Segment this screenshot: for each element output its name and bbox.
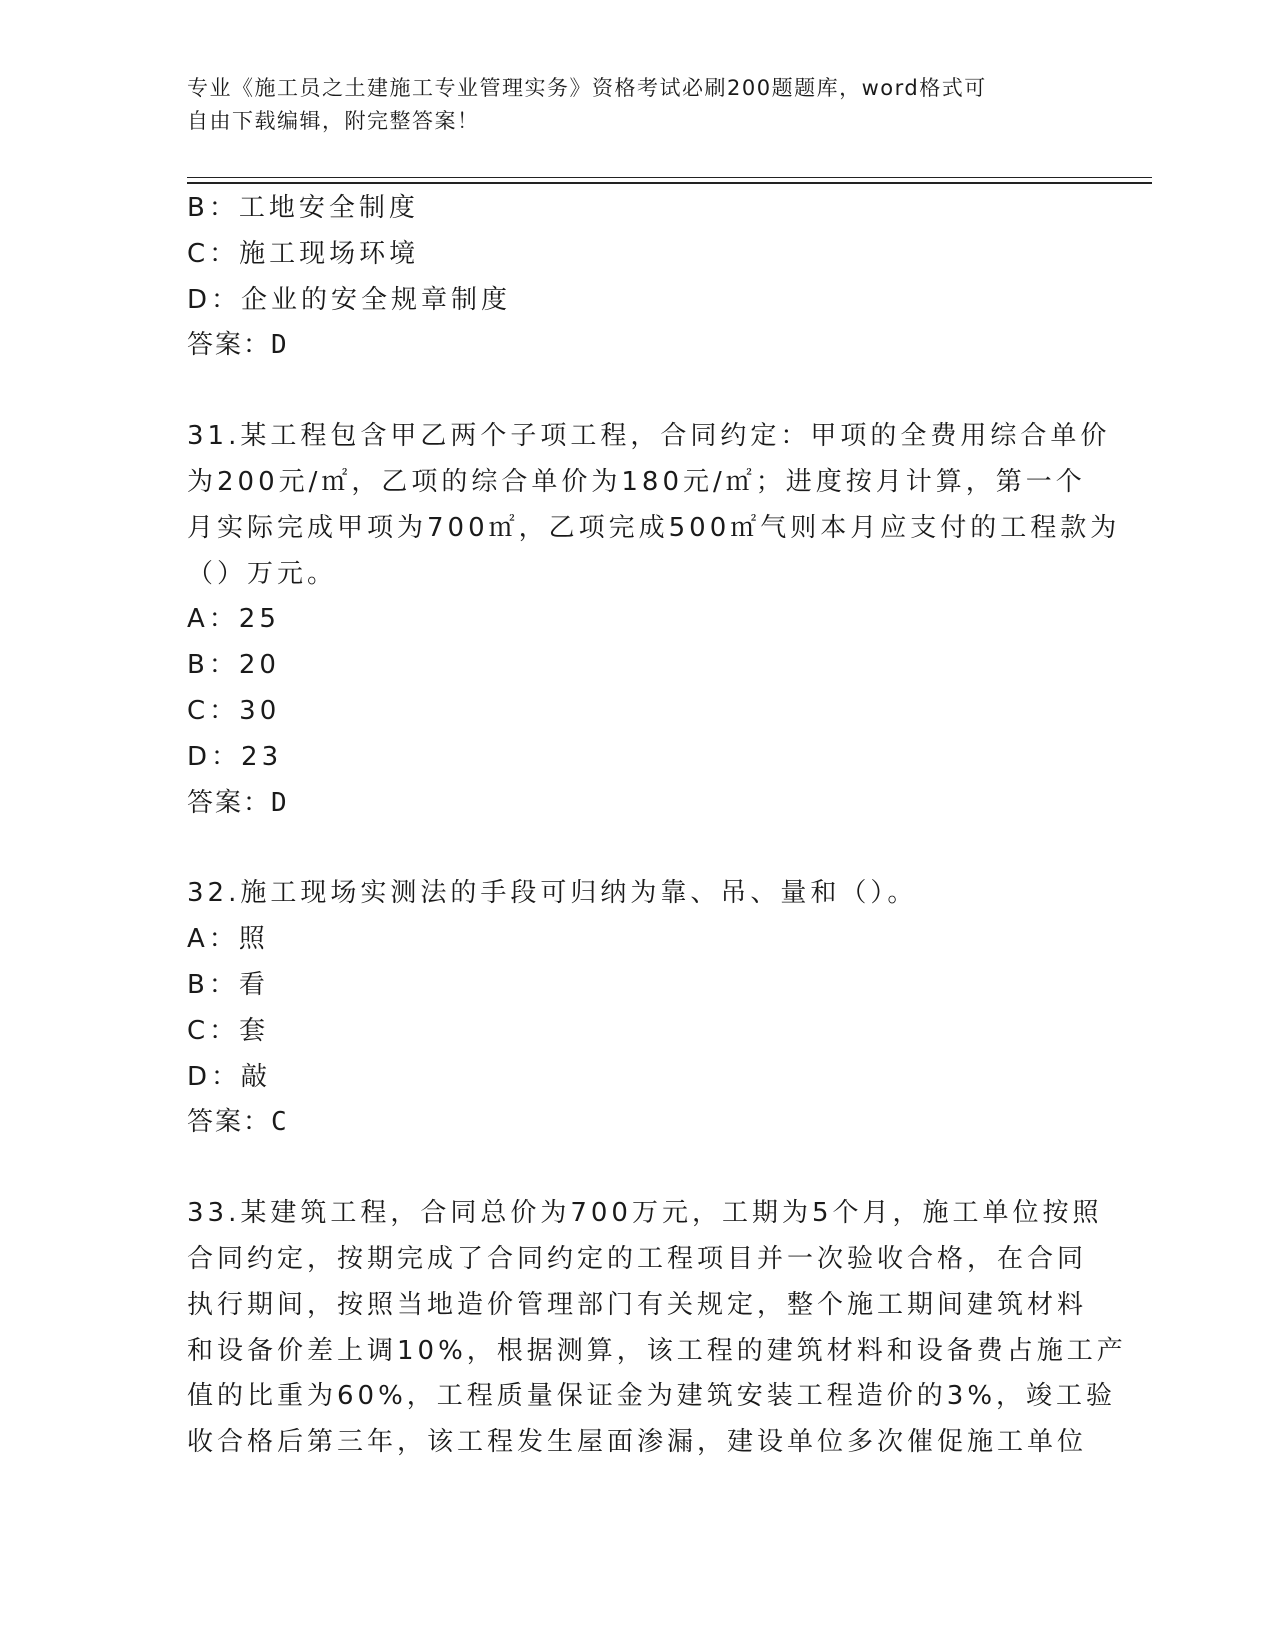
spacer	[187, 369, 1087, 414]
question-text-line: 合同约定，按期完成了合同约定的工程项目并一次验收合格，在合同	[187, 1243, 1088, 1274]
question-33	[187, 1191, 1127, 1466]
question-content	[187, 186, 1127, 1466]
option-b: B：工地安全制度	[187, 193, 419, 223]
question-text-line: 32.施工现场实测法的手段可归纳为靠、吊、量和（）。	[187, 878, 918, 909]
option-b: B：看	[187, 969, 269, 1000]
header-line-1: 专业《施工员之土建施工专业管理实务》资格考试必刷200题题库，word格式可	[187, 76, 987, 100]
question-text-line: 执行期间，按照当地造价管理部门有关规定，整个施工期间建筑材料	[187, 1289, 1088, 1320]
question-text-line: 月实际完成甲项为700㎡，乙项完成500㎡气则本月应支付的工程款为	[187, 512, 1121, 543]
option-d: D：23	[187, 741, 283, 772]
question-31	[187, 414, 1121, 826]
spacer	[187, 1146, 1087, 1191]
question-text-line: 和设备价差上调10%，根据测算，该工程的建筑材料和设备费占施工产	[187, 1335, 1127, 1366]
answer: 答案：D	[187, 787, 289, 818]
question-text-line: 31.某工程包含甲乙两个子项工程，合同约定：甲项的全费用综合单价	[187, 421, 1111, 452]
header-line-2: 自由下载编辑，附完整答案！	[187, 109, 480, 133]
question-text-line: 为200元/㎡，乙项的综合单价为180元/㎡；进度按月计算，第一个	[187, 466, 1086, 497]
option-c: C：施工现场环境	[187, 238, 420, 269]
document-header	[187, 72, 1067, 138]
question-text-line: （）万元。	[187, 558, 338, 589]
question-text-line: 33.某建筑工程，合同总价为700万元，工期为5个月，施工单位按照	[187, 1198, 1103, 1229]
question-32	[187, 871, 1087, 1146]
option-c: C：30	[187, 695, 281, 726]
question-text-line: 收合格后第三年，该工程发生屋面渗漏，建设单位多次催促施工单位	[187, 1427, 1088, 1458]
spacer	[187, 826, 1087, 871]
question-text-line: 值的比重为60%，工程质量保证金为建筑安装工程造价的3%，竣工验	[187, 1381, 1117, 1412]
option-d: D：敲	[187, 1061, 272, 1092]
header-divider-thin	[187, 177, 1152, 178]
question-30-tail	[187, 186, 1087, 369]
option-c: C：套	[187, 1015, 270, 1046]
header-divider-thick	[187, 182, 1152, 184]
answer: 答案：D	[187, 330, 289, 361]
option-a: A：25	[187, 604, 280, 635]
option-b: B：20	[187, 650, 280, 681]
answer: 答案：C	[187, 1107, 289, 1138]
option-a: A：照	[187, 924, 269, 955]
option-d: D：企业的安全规章制度	[187, 284, 512, 315]
